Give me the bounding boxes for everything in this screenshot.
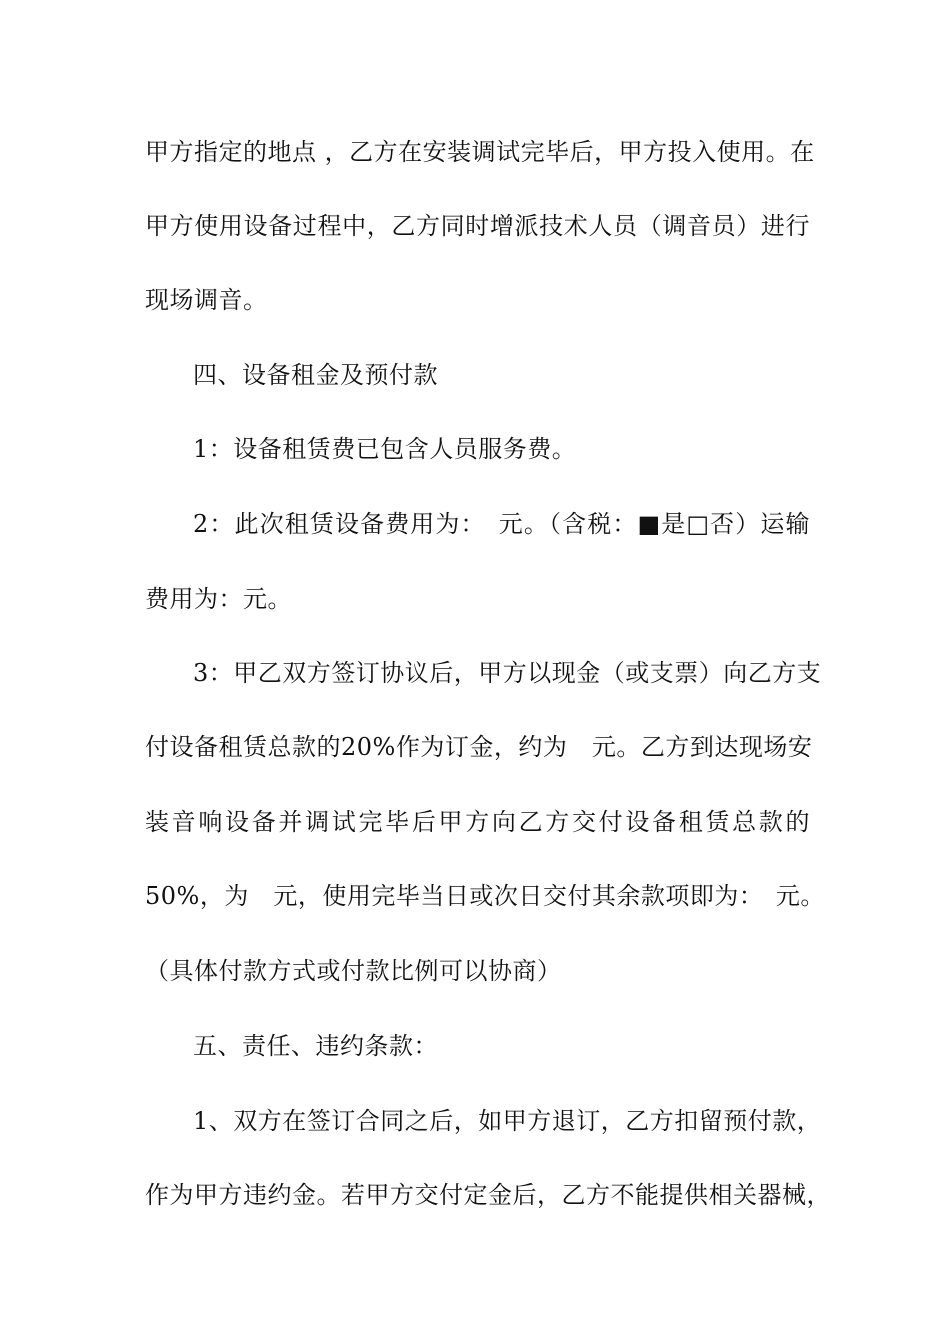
paragraph-line: 甲方使用设备过程中，乙方同时增派技术人员（调音员）进行: [145, 212, 810, 240]
paragraph-line: 装音响设备并调试完毕后甲方向乙方交付设备租赁总款的: [145, 808, 810, 836]
clause-line: 3：甲乙双方签订协议后，甲方以现金（或支票）向乙方支: [193, 659, 822, 687]
paragraph-line: 作为甲方违约金。若甲方交付定金后，乙方不能提供相关器械，: [145, 1181, 831, 1209]
paragraph-line: 现场调音。: [145, 286, 268, 314]
paragraph-line: 付设备租赁总款的20%作为订金，约为 元。乙方到达现场安: [145, 733, 813, 761]
section-heading: 四、设备租金及预付款: [193, 361, 438, 389]
paragraph-line: 50%，为 元，使用完毕当日或次日交付其余款项即为： 元。: [145, 882, 825, 910]
paragraph-line: 甲方指定的地点 ，乙方在安装调试完毕后，甲方投入使用。在: [145, 138, 815, 166]
clause-line: 1：设备租赁费已包含人员服务费。: [193, 435, 577, 463]
clause-line: 2：此次租赁设备费用为： 元。（含税：■是□否）运输: [193, 510, 810, 538]
section-heading: 五、责任、违约条款：: [193, 1032, 438, 1060]
clause-line: 1、双方在签订合同之后，如甲方退订，乙方扣留预付款，: [193, 1107, 822, 1135]
paragraph-line: （具体付款方式或付款比例可以协商）: [145, 957, 562, 985]
paragraph-line: 费用为：元。: [145, 585, 292, 613]
